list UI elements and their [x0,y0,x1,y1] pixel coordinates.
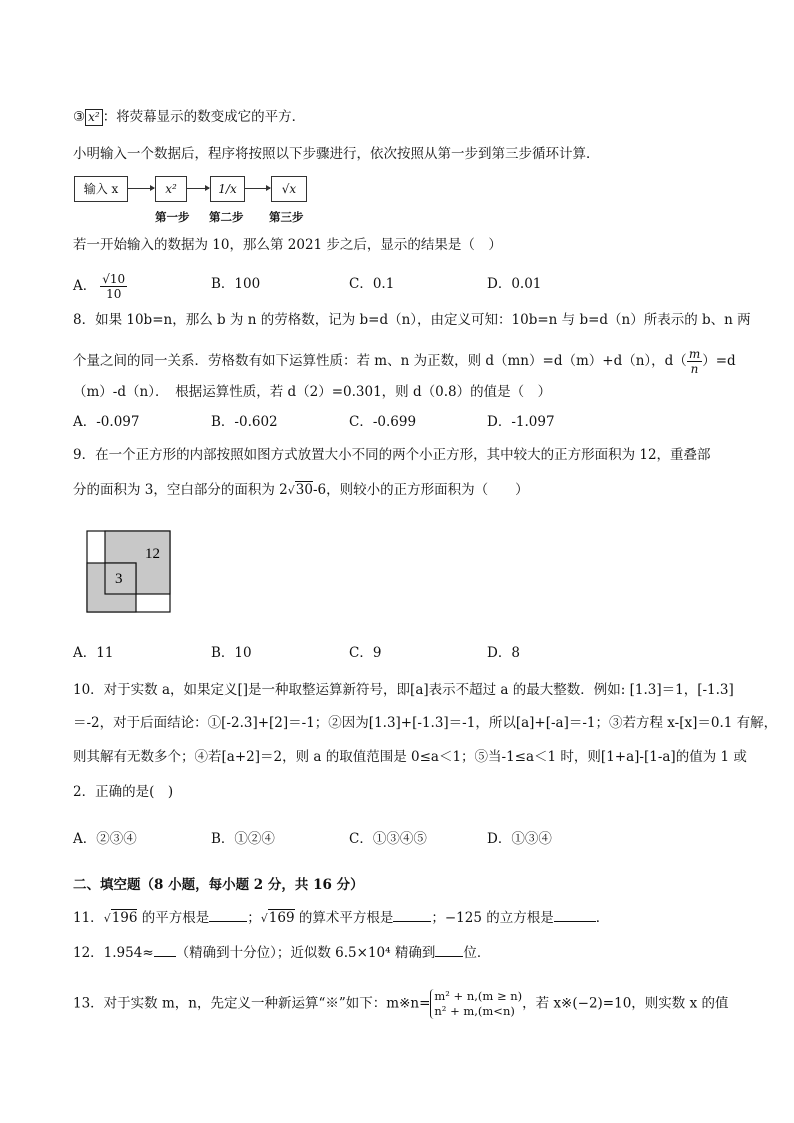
flow-step1-box: x² [155,176,187,202]
q10-option-b: B．①②④ [211,831,275,847]
q10-line1: 10．对于实数 a，如果定义[]是一种取整运算新符号，即[a]表示不超过 a 的最大整数．例如: [1.3]＝1，[-1.3] [73,682,734,698]
square-key-icon: x² [85,109,103,126]
q9-line2: 分的面积为 3，空白部分的面积为 2√30-6，则较小的正方形面积为（ ） [73,482,529,498]
flow-arrow [186,188,209,189]
flow-arrow [127,188,154,189]
q8-line2: 个量之间的同一关系．劳格数有如下运算性质：若 m、n 为正数，则 d（mn）=d（m）+d（n），d（ $\frac{m}{n}$ ）=d [73,347,736,376]
q9-option-a: A．11 [73,645,114,661]
calculator-key-line [73,108,305,126]
flow-step1-caption: 第一步 [155,210,190,224]
flow-step2-box: 1/x [210,176,245,202]
q8-option-a: A．-0.097 [73,414,140,430]
flow-step2-caption: 第二步 [209,210,244,224]
overlap-label: 3 [115,571,123,587]
flow-step3-caption: 第三步 [269,210,304,224]
section-title-fill-in: 二、填空题（8 小题，每小题 2 分，共 16 分） [73,877,364,893]
q8-line3: （m）-d（n）． 根据运算性质，若 d（2）=0.301，则 d（0.8）的值是（ ） [73,384,552,400]
key-description: ：将荧幕显示的数变成它的平方． [102,109,306,125]
q9-option-c: C．9 [349,645,382,661]
q12-line: 12．1.954≈ （精确到十分位）；近似数 6.5×10⁴ 精确到 位． [73,945,491,961]
q10-line4: 2．正确的是( ) [73,784,174,800]
q7-option-b: B．100 [211,276,261,292]
q10-option-d: D．①③④ [487,831,552,847]
answer-blank[interactable] [154,956,176,957]
q7-option-a: A． $\frac{√10}{10}$ [73,272,126,301]
q8-option-c: C．-0.699 [349,414,417,430]
q9-option-d: D．8 [487,645,520,661]
q8-option-b: B．-0.602 [211,414,278,430]
q9-option-b: B．10 [211,645,252,661]
large-square-label: 12 [145,546,160,562]
fraction: $\frac{√10}{10}$ [102,272,126,301]
answer-blank[interactable] [393,921,431,922]
q8-line1: 8．如果 10b=n，那么 b 为 n 的劳格数，记为 b=d（n），由定义可知：10b=n 与 b=d（n）所表示的 b、n 两 [73,312,751,328]
answer-blank[interactable] [554,921,596,922]
answer-blank[interactable] [435,956,463,957]
q9-line1: 9．在一个正方形的内部按照如图方式放置大小不同的两个小正方形，其中较大的正方形面积为 12，重叠部 [73,447,711,463]
fraction: $\frac{m}{n}$ [688,347,701,376]
q10-line2: ＝-2，对于后面结论：①[-2.3]+[2]＝-1；②因为[1.3]+[-1.3]＝-1，所以[a]+[-a]＝-1；③若方程 x-[x]＝0.1 有解， [73,715,778,731]
circled-three: ③ [73,109,86,125]
q7-stem: 若一开始输入的数据为 10，那么第 2021 步之后，显示的结果是（ ） [73,237,502,253]
flow-input-box: 输入 x [74,176,128,202]
q9-squares-figure [86,530,172,614]
q7-option-c: C．0.1 [349,276,395,292]
q11-line: 11．√196 的平方根是 ；√169 的算术平方根是 ；−125 的立方根是 ． [73,910,610,926]
q10-option-c: C．①③④⑤ [349,831,427,847]
q10-line3: 则其解有无数多个；④若[a+2]＝2，则 a 的取值范围是 0≤a＜1；⑤当-1≤a＜1 时，则[1+a]-[1-a]的值为 1 或 [73,749,747,765]
intro-line: 小明输入一个数据后，程序将按照以下步骤进行，依次按照从第一步到第三步循环计算． [73,146,600,162]
answer-blank[interactable] [209,921,247,922]
q10-option-a: A．②③④ [73,831,137,847]
q13-line: 13．对于实数 m，n，先定义一种新运算“※”如下：m※n= m² + n,(m ≥ n) n² + m,(m<n) ，若 x※(−2)=10，则实数 x 的值 [73,989,729,1018]
q7-option-d: D．0.01 [487,276,542,292]
q8-option-d: D．-1.097 [487,414,555,430]
piecewise-brace: m² + n,(m ≥ n) n² + m,(m<n) [430,989,522,1019]
flow-step3-box: √x [271,176,307,202]
flow-arrow [244,188,270,189]
